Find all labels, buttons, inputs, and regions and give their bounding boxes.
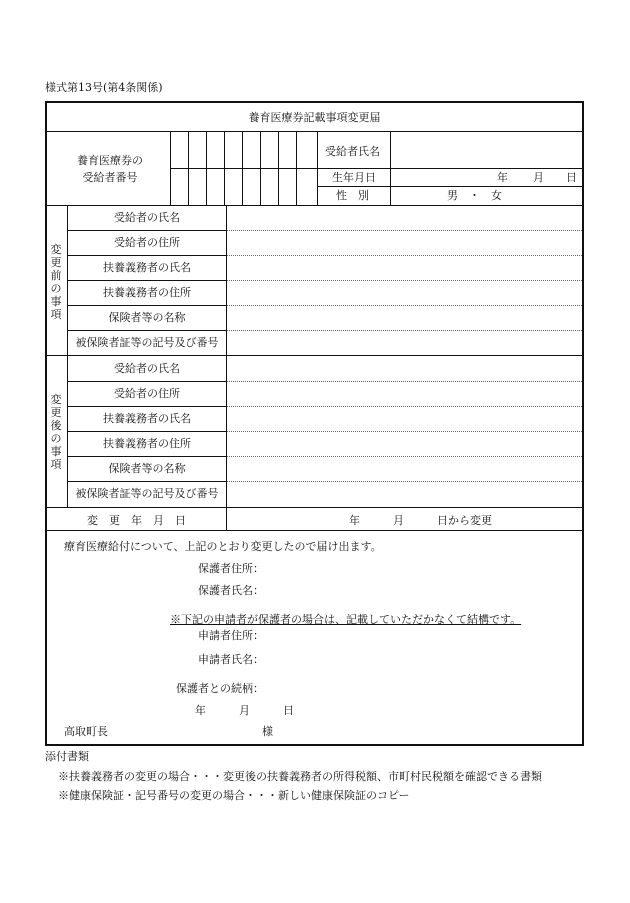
birth-date-label: 生年月日: [332, 171, 376, 184]
guardian-address-label: 保護者住所：: [198, 562, 264, 575]
sex-options: 男 ・ 女: [447, 189, 502, 202]
row-divider: [227, 305, 582, 306]
section-divider: [47, 507, 582, 508]
attachments-heading: 添付書類: [45, 750, 89, 763]
sex-label: 性 別: [336, 189, 369, 202]
row-divider: [227, 330, 582, 331]
recipient-number-label-1: 養育医療券の: [77, 154, 143, 167]
name-row-bottom: [317, 168, 582, 169]
header-block-bottom: [47, 205, 582, 206]
change-date-label: 変 更 年 月 日: [87, 514, 186, 527]
before-row-label: 受給者の氏名: [114, 211, 180, 224]
guardian-name-label: 保護者氏名：: [198, 584, 264, 597]
before-section-label: 変更前の事項: [50, 243, 62, 321]
number-grid-mid: [170, 168, 317, 169]
birth-year: 年: [497, 171, 508, 184]
form-title: 養育医療券記載事項変更届: [248, 111, 381, 124]
row-divider: [68, 330, 226, 331]
applicant-note: ※下記の申請者が保護者の場合は、記載していただかなくて結構です。: [170, 613, 522, 626]
after-row-label: 保険者等の名称: [108, 462, 186, 475]
recipient-name-label: 受給者氏名: [325, 145, 380, 158]
after-row-label: 被保険者証等の記号及び番号: [75, 487, 219, 500]
addressee: 高取町長: [64, 725, 108, 738]
birth-day: 日: [566, 171, 577, 184]
row-divider: [227, 255, 582, 256]
row-divider: [227, 456, 582, 457]
attachment-item: ※扶養義務者の変更の場合・・・変更後の扶養義務者の所得税額、市町村民税額を確認できる書類: [58, 770, 542, 783]
row-divider: [68, 406, 226, 407]
title-divider: [47, 131, 582, 132]
row-divider: [227, 431, 582, 432]
frame-left: [45, 101, 47, 746]
row-divider: [68, 230, 226, 231]
frame-top: [45, 101, 584, 103]
section-label-divider: [67, 205, 68, 507]
form-number: 様式第13号(第4条関係): [45, 81, 163, 94]
row-divider: [227, 406, 582, 407]
before-row-label: 保険者等の名称: [108, 311, 186, 324]
attachment-item: ※健康保険証・記号番号の変更の場合・・・新しい健康保険証のコピー: [58, 789, 410, 802]
before-row-label: 受給者の住所: [114, 236, 180, 249]
row-divider: [68, 456, 226, 457]
row-divider: [68, 381, 226, 382]
row-divider: [227, 230, 582, 231]
row-divider: [227, 280, 582, 281]
birth-month: 月: [533, 171, 544, 184]
row-divider: [68, 481, 226, 482]
declaration-date: 年 月 日: [195, 704, 294, 717]
before-row-label: 被保険者証等の記号及び番号: [75, 336, 219, 349]
after-row-label: 扶養義務者の氏名: [103, 412, 191, 425]
applicant-address-label: 申請者住所：: [198, 629, 264, 642]
dob-row-bottom: [317, 186, 582, 187]
before-row-label: 扶養義務者の氏名: [103, 261, 191, 274]
row-divider: [68, 431, 226, 432]
after-row-label: 扶養義務者の住所: [103, 437, 191, 450]
row-divider: [68, 255, 226, 256]
after-row-label: 受給者の住所: [114, 387, 180, 400]
recipient-number-label-2: 受給者番号: [82, 171, 138, 184]
section-divider: [47, 355, 582, 356]
after-section-label: 変更後の事項: [50, 393, 62, 471]
applicant-name-label: 申請者氏名：: [198, 653, 264, 666]
after-row-label: 受給者の氏名: [114, 362, 180, 375]
row-divider: [68, 305, 226, 306]
before-row-label: 扶養義務者の住所: [103, 286, 191, 299]
row-divider: [227, 481, 582, 482]
frame-right: [582, 101, 584, 746]
change-date-value: 年 月 日から変更: [349, 514, 492, 527]
row-divider: [227, 381, 582, 382]
frame-bottom: [45, 744, 584, 746]
relationship-label: 保護者との続柄：: [176, 682, 264, 695]
honorific: 様: [262, 725, 273, 738]
declaration-statement: 療育医療給付について、上記のとおり変更したので届け出ます。: [64, 540, 382, 553]
row-divider: [68, 280, 226, 281]
change-row-bottom: [47, 530, 582, 531]
